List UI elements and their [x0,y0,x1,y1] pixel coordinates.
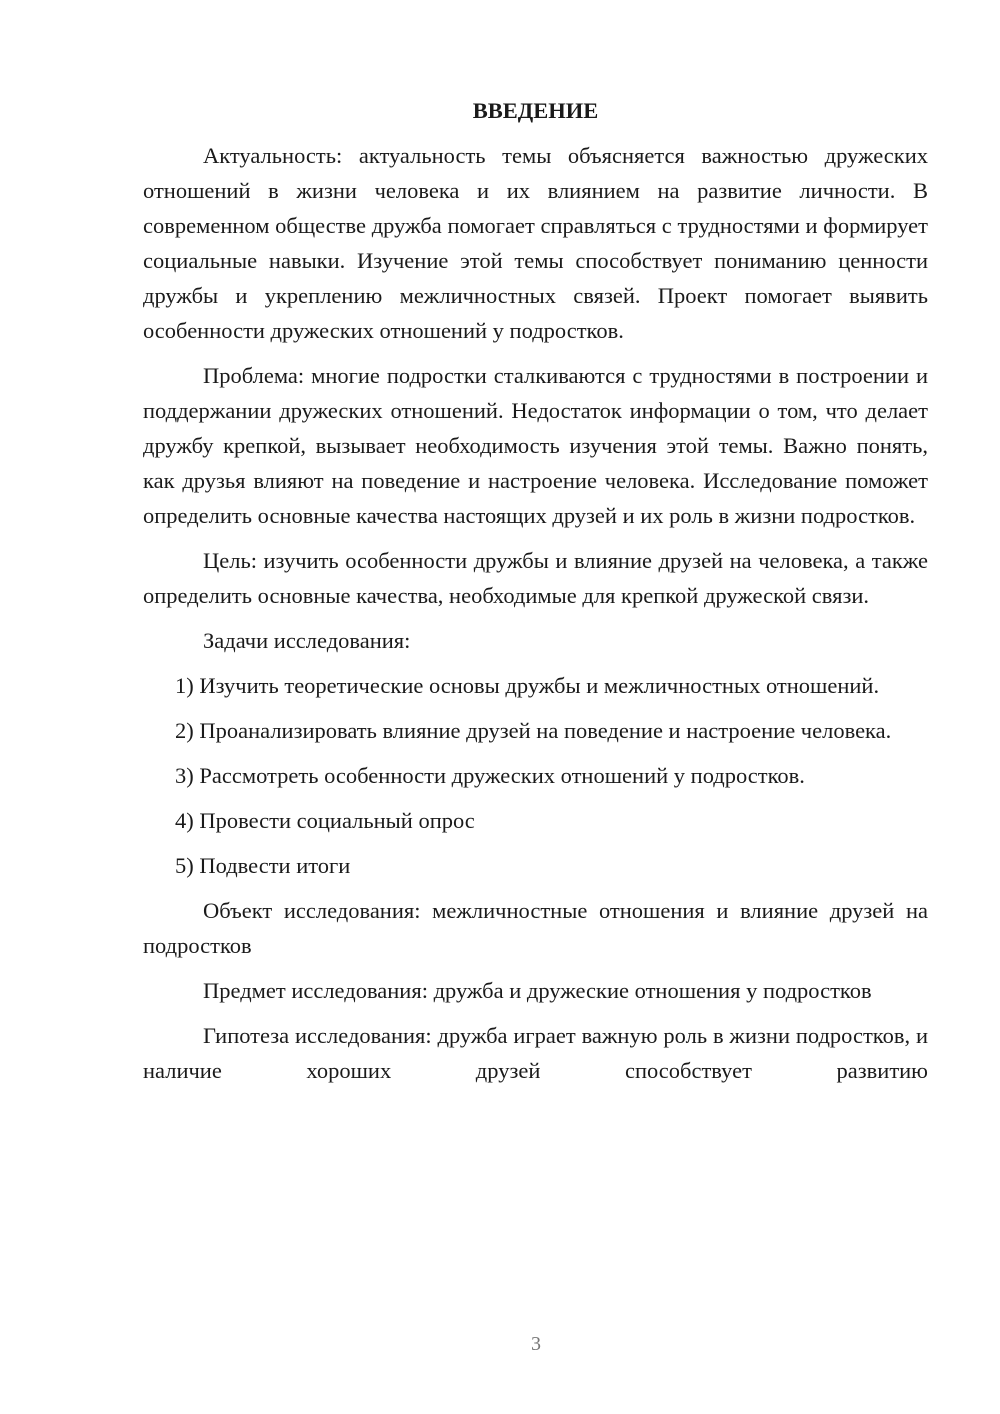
page-number: 3 [531,1333,541,1355]
task-item-4: 4) Провести социальный опрос [175,808,475,833]
section-heading: ВВЕДЕНИЕ [472,98,599,123]
task-item-1: 1) Изучить теоретические основы дружбы и межличностных отношений. [175,673,880,698]
paragraph-hypothesis: Гипотеза исследования: дружба играет важную роль в жизни подростков, и наличие хороших друзей способствует развитию [143,1023,928,1083]
paragraph-goal: Цель: изучить особенности дружбы и влияние друзей на человека, а также определить основные качества, необходимые для крепкой дружеской связи. [143,548,928,608]
task-item-2: 2) Проанализировать влияние друзей на поведение и настроение человека. [175,718,892,743]
task-item-3: 3) Рассмотреть особенности дружеских отношений у подростков. [175,763,805,788]
task-item-5: 5) Подвести итоги [175,853,351,878]
paragraph-problem: Проблема: многие подростки сталкиваются с трудностями в построении и поддержании дружеских отношений. Недостаток информации о том, что делает дружбу крепкой, вызывает необходимость изучения этой темы. Важно понять, как друзья влияют на поведение и настроение человека. Исследование поможет определить основные качества настоящих друзей и их роль в жизни подростков. [143,363,928,528]
paragraph-object: Объект исследования: межличностные отношения и влияние друзей на подростков [143,898,928,958]
page-content [143,92,928,1098]
tasks-heading: Задачи исследования: [203,628,411,653]
paragraph-relevance: Актуальность: актуальность темы объясняется важностью дружеских отношений в жизни человека и их влиянием на развитие личности. В современном обществе дружба помогает справляться с трудностями и формирует социальные навыки. Изучение этой темы способствует пониманию ценности дружбы и укреплению межличностных связей. Проект помогает выявить особенности дружеских отношений у подростков. [143,143,928,343]
paragraph-subject: Предмет исследования: дружба и дружеские отношения у подростков [203,978,872,1003]
